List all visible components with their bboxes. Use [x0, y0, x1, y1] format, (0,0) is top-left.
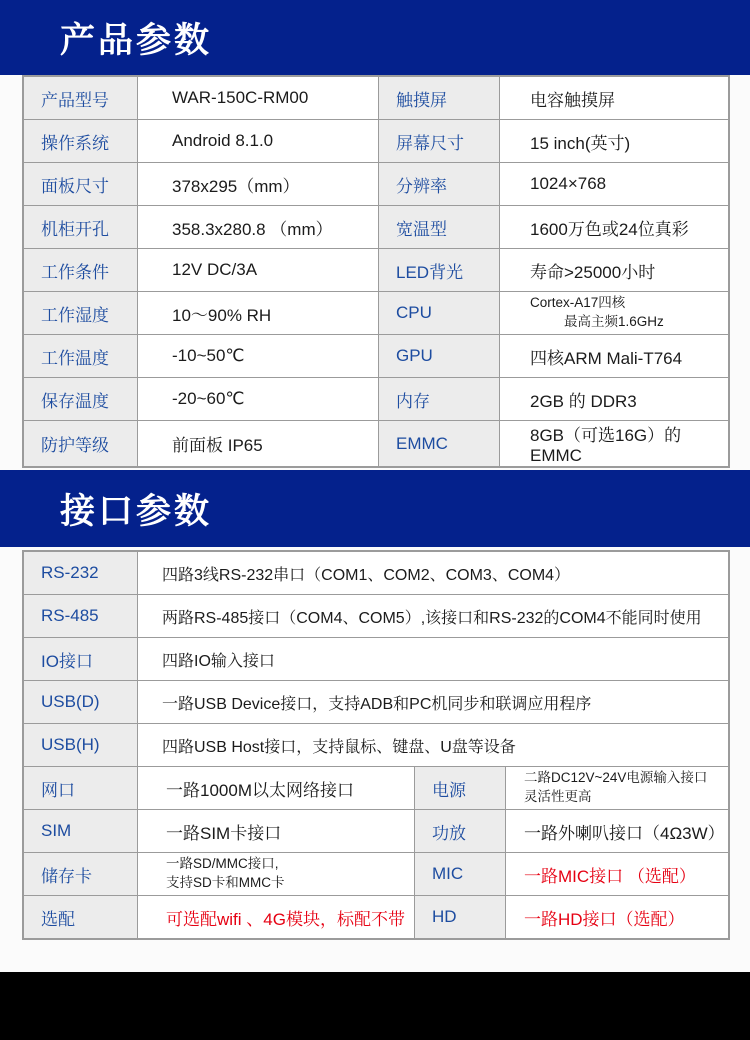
spec-value: 12V DC/3A	[138, 249, 378, 291]
spec-label: 宽温型	[379, 206, 499, 248]
spec-label: 储存卡	[24, 853, 137, 895]
spec-label: GPU	[379, 335, 499, 377]
cpu-spec-value	[500, 292, 728, 334]
product-params-header	[0, 0, 750, 75]
interface-params-table	[22, 550, 730, 940]
spec-label: 内存	[379, 378, 499, 420]
spec-value: -10~50℃	[138, 335, 378, 377]
spec-label: 电源	[415, 767, 505, 809]
power-line1: 二路DC12V~24V电源输入接口	[524, 770, 708, 786]
cpu-line2: 最高主频1.6GHz	[564, 314, 664, 329]
spec-label: HD	[415, 896, 505, 938]
spec-label: 触摸屏	[379, 77, 499, 119]
spec-value: Android 8.1.0	[138, 120, 378, 162]
footer-bar	[0, 972, 750, 1040]
storage-line2: 支持SD卡和MMC卡	[166, 875, 285, 890]
spec-value: 358.3x280.8 （mm）	[138, 206, 378, 248]
spec-value: 四核ARM Mali-T764	[500, 335, 728, 377]
spec-label: MIC	[415, 853, 505, 895]
product-params-table	[22, 75, 730, 468]
spec-label: USB(H)	[24, 724, 137, 766]
spec-value: 一路外喇叭接口（4Ω3W）	[506, 810, 728, 852]
cpu-line1: Cortex-A17四核	[530, 295, 626, 311]
spec-label: 工作条件	[24, 249, 137, 291]
spec-label: 功放	[415, 810, 505, 852]
spec-value: 15 inch(英寸)	[500, 120, 728, 162]
power-line2: 灵活性更高	[524, 789, 592, 804]
spec-value: 四路IO输入接口	[138, 638, 728, 680]
spec-label: IO接口	[24, 638, 137, 680]
spec-label: USB(D)	[24, 681, 137, 723]
spec-value: 前面板 IP65	[138, 421, 378, 466]
spec-value: 一路USB Device接口，支持ADB和PC机同步和联调应用程序	[138, 681, 728, 723]
spec-value: 一路SIM卡接口	[138, 810, 414, 852]
spec-label: RS-232	[24, 552, 137, 594]
spec-value: 电容触摸屏	[500, 77, 728, 119]
spec-label: 防护等级	[24, 421, 137, 466]
hd-spec-value: 一路HD接口（选配）	[506, 896, 728, 938]
spec-label: SIM	[24, 810, 137, 852]
spec-label: 面板尺寸	[24, 163, 137, 205]
spec-label: 网口	[24, 767, 137, 809]
spec-value: 1600万色或24位真彩	[500, 206, 728, 248]
power-spec-value	[506, 767, 728, 809]
spec-label: 操作系统	[24, 120, 137, 162]
spec-value: -20~60℃	[138, 378, 378, 420]
spec-value: 378x295（mm）	[138, 163, 378, 205]
spec-value: 2GB 的 DDR3	[500, 378, 728, 420]
spec-value: 四路3线RS-232串口（COM1、COM2、COM3、COM4）	[138, 552, 728, 594]
spec-label: LED背光	[379, 249, 499, 291]
spec-value: 一路1000M以太网络接口	[138, 767, 414, 809]
spec-value: 四路USB Host接口，支持鼠标、键盘、U盘等设备	[138, 724, 728, 766]
spec-value: WAR-150C-RM00	[138, 77, 378, 119]
spec-label: 分辨率	[379, 163, 499, 205]
spec-value: 8GB（可选16G）的EMMC	[500, 421, 728, 466]
storage-card-spec-value	[138, 853, 414, 895]
spec-label: 工作湿度	[24, 292, 137, 334]
spec-label: 保存温度	[24, 378, 137, 420]
spec-label: 机柜开孔	[24, 206, 137, 248]
spec-label: RS-485	[24, 595, 137, 637]
spec-value: 1024×768	[500, 163, 728, 205]
spec-value: 两路RS-485接口（COM4、COM5）,该接口和RS-232的COM4不能同时使用	[138, 595, 728, 637]
mic-spec-value: 一路MIC接口 （选配）	[506, 853, 728, 895]
interface-params-header	[0, 470, 750, 547]
spec-label: CPU	[379, 292, 499, 334]
storage-line1: 一路SD/MMC接口,	[166, 856, 279, 872]
spec-value: 10～90% RH	[138, 292, 378, 334]
spec-value: 寿命>25000小时	[500, 249, 728, 291]
section-title: 产品参数	[60, 20, 213, 60]
spec-label: 产品型号	[24, 77, 137, 119]
spec-label: EMMC	[379, 421, 499, 466]
section-title: 接口参数	[60, 491, 213, 531]
spec-label: 屏幕尺寸	[379, 120, 499, 162]
optional-spec-value: 可选配wifi 、4G模块，标配不带	[138, 896, 414, 938]
spec-label: 选配	[24, 896, 137, 938]
spec-label: 工作温度	[24, 335, 137, 377]
